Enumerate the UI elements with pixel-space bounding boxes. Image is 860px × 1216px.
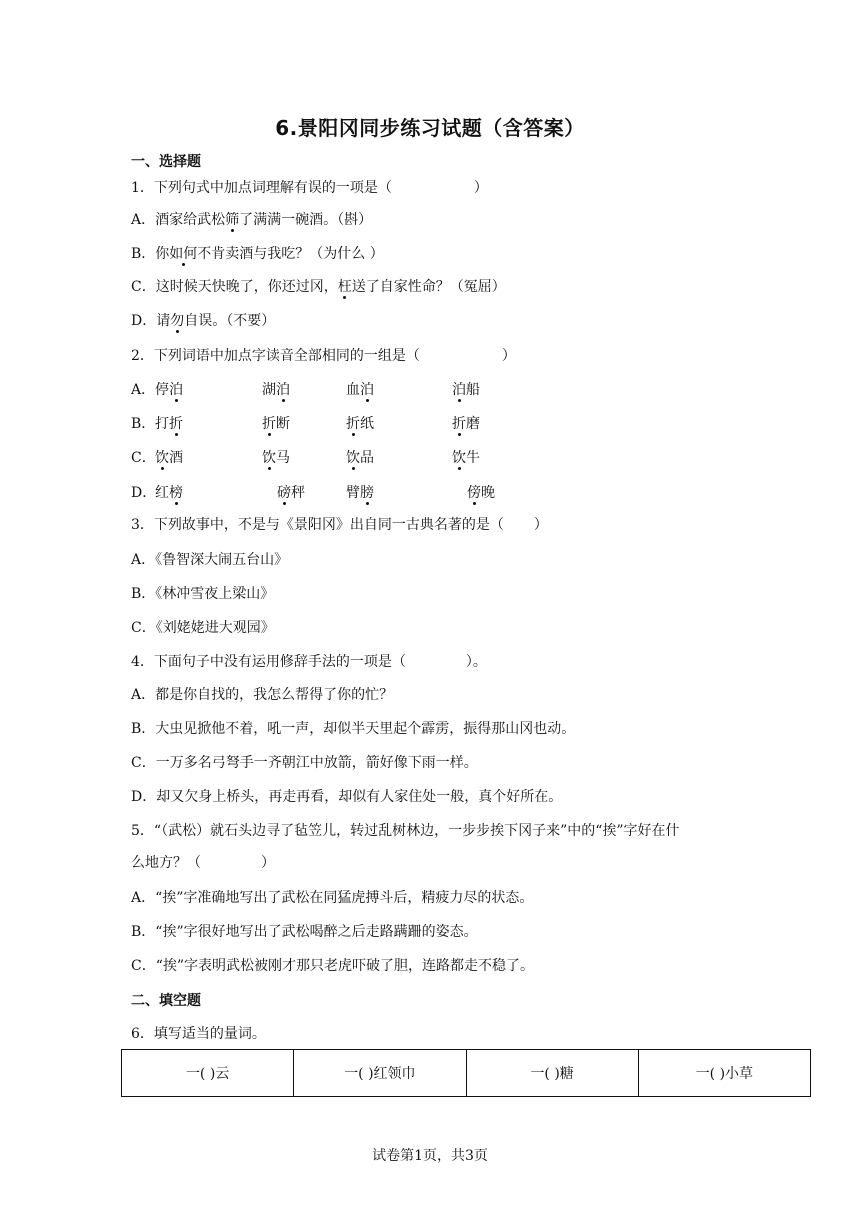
emphasis-dot-char: 傍 bbox=[467, 485, 481, 501]
table-cell: 一( )糖 bbox=[466, 1050, 638, 1097]
question-4-stem: 4．下面句子中没有运用修辞手法的一项是（ ）。 bbox=[131, 654, 487, 670]
emphasis-dot-char: 泊 bbox=[276, 382, 290, 398]
question-1-option-d: D．请勿自误。（不要） bbox=[131, 313, 276, 329]
option-word: 折磨 bbox=[452, 416, 480, 432]
option-word: 傍晚 bbox=[467, 485, 495, 501]
emphasis-dot-char: 折 bbox=[169, 416, 183, 432]
page-title: 6.景阳冈同步练习试题（含答案） bbox=[275, 116, 585, 140]
option-word: 磅秤 bbox=[277, 485, 305, 501]
table-cell: 一( )云 bbox=[122, 1050, 294, 1097]
question-4-option-d: D．却又欠身上桥头，再走再看，却似有人家住处一般，真个好所在。 bbox=[131, 789, 563, 805]
emphasis-dot-char: 饮 bbox=[452, 450, 466, 466]
emphasis-dot-char: 饮 bbox=[155, 450, 169, 466]
emphasis-dot-char: 枉 bbox=[337, 279, 352, 295]
question-5-stem-line2: 么地方？（ ） bbox=[131, 855, 275, 871]
option-word: 打折 bbox=[155, 416, 183, 432]
option-word: 血泊 bbox=[346, 382, 374, 398]
question-1-stem: 1．下列句式中加点词理解有误的一项是（ ） bbox=[131, 180, 488, 196]
question-5-option-b: B．“挨”字很好地写出了武松喝醉之后走路蹒跚的姿态。 bbox=[131, 924, 478, 940]
option-word: 湖泊 bbox=[262, 382, 290, 398]
emphasis-dot-char: 筛 bbox=[225, 212, 240, 228]
option-word: 臂膀 bbox=[346, 485, 374, 501]
option-word: 折纸 bbox=[346, 416, 374, 432]
question-4-option-c: C．一万多名弓弩手一齐朝江中放箭，箭好像下雨一样。 bbox=[131, 755, 478, 771]
question-3-stem: 3．下列故事中，不是与《景阳冈》出自同一古典名著的是（ ） bbox=[131, 517, 548, 533]
question-4-option-b: B．大虫见掀他不着，吼一声，却似半天里起个霹雳，振得那山冈也动。 bbox=[131, 721, 576, 737]
question-3-option-a: A．《鲁智深大闹五台山》 bbox=[131, 552, 289, 568]
question-5-stem-line1: 5．“（武松）就石头边寻了毡笠儿，转过乱树林边，一步步挨下冈子来”中的“挨”字好在什 bbox=[131, 823, 680, 839]
emphasis-dot-char: 泊 bbox=[169, 382, 183, 398]
emphasis-dot-char: 勿 bbox=[170, 313, 185, 329]
question-1-option-c: C．这时候天快晚了，你还过冈，枉送了自家性命？（冤屈） bbox=[131, 279, 506, 295]
option-word: 泊船 bbox=[452, 382, 480, 398]
emphasis-dot-char: 饮 bbox=[262, 450, 276, 466]
question-3-option-c: C．《刘姥姥进大观园》 bbox=[131, 620, 275, 636]
question-1-option-b: B．你如何不肯卖酒与我吃？（为什么 ） bbox=[131, 246, 384, 262]
emphasis-dot-char: 如何 bbox=[169, 246, 198, 262]
question-2-stem: 2．下列词语中加点字读音全部相同的一组是（ ） bbox=[131, 348, 516, 364]
question-5-option-a: A．“挨”字准确地写出了武松在同猛虎搏斗后，精疲力尽的状态。 bbox=[131, 890, 534, 906]
emphasis-dot-char: 饮 bbox=[346, 450, 360, 466]
option-label: B． bbox=[131, 416, 156, 432]
section-heading-fill: 二、填空题 bbox=[131, 993, 201, 1009]
option-label: C． bbox=[131, 450, 156, 466]
option-word: 饮马 bbox=[262, 450, 290, 466]
question-6-stem: 6．填写适当的量词。 bbox=[131, 1026, 266, 1042]
option-label: A． bbox=[131, 382, 156, 398]
question-3-option-b: B．《林冲雪夜上梁山》 bbox=[131, 586, 275, 602]
option-word: 饮品 bbox=[346, 450, 374, 466]
page-footer: 试卷第1页，共3页 bbox=[372, 1148, 488, 1164]
question-5-option-c: C．“挨”字表明武松被刚才那只老虎吓破了胆，连路都走不稳了。 bbox=[131, 958, 535, 974]
option-word: 饮牛 bbox=[452, 450, 480, 466]
emphasis-dot-char: 膀 bbox=[360, 485, 374, 501]
question-1-option-a: A．酒家给武松筛了满满一碗酒。（斟） bbox=[131, 212, 373, 228]
option-label: D． bbox=[131, 485, 157, 501]
emphasis-dot-char: 折 bbox=[452, 416, 466, 432]
emphasis-dot-char: 泊 bbox=[452, 382, 466, 398]
question-4-option-a: A．都是你自找的，我怎么帮得了你的忙？ bbox=[131, 687, 394, 703]
option-word: 停泊 bbox=[155, 382, 183, 398]
emphasis-dot-char: 泊 bbox=[360, 382, 374, 398]
emphasis-dot-char: 折 bbox=[262, 416, 276, 432]
section-heading-choice: 一、选择题 bbox=[131, 154, 201, 170]
emphasis-dot-char: 磅 bbox=[277, 485, 291, 501]
emphasis-dot-char: 榜 bbox=[169, 485, 183, 501]
table-cell: 一( )小草 bbox=[638, 1050, 810, 1097]
emphasis-dot-char: 折 bbox=[346, 416, 360, 432]
table-cell: 一( )红领巾 bbox=[294, 1050, 466, 1097]
option-word: 折断 bbox=[262, 416, 290, 432]
measure-word-table bbox=[121, 1049, 811, 1097]
option-word: 红榜 bbox=[155, 485, 183, 501]
option-word: 饮酒 bbox=[155, 450, 183, 466]
